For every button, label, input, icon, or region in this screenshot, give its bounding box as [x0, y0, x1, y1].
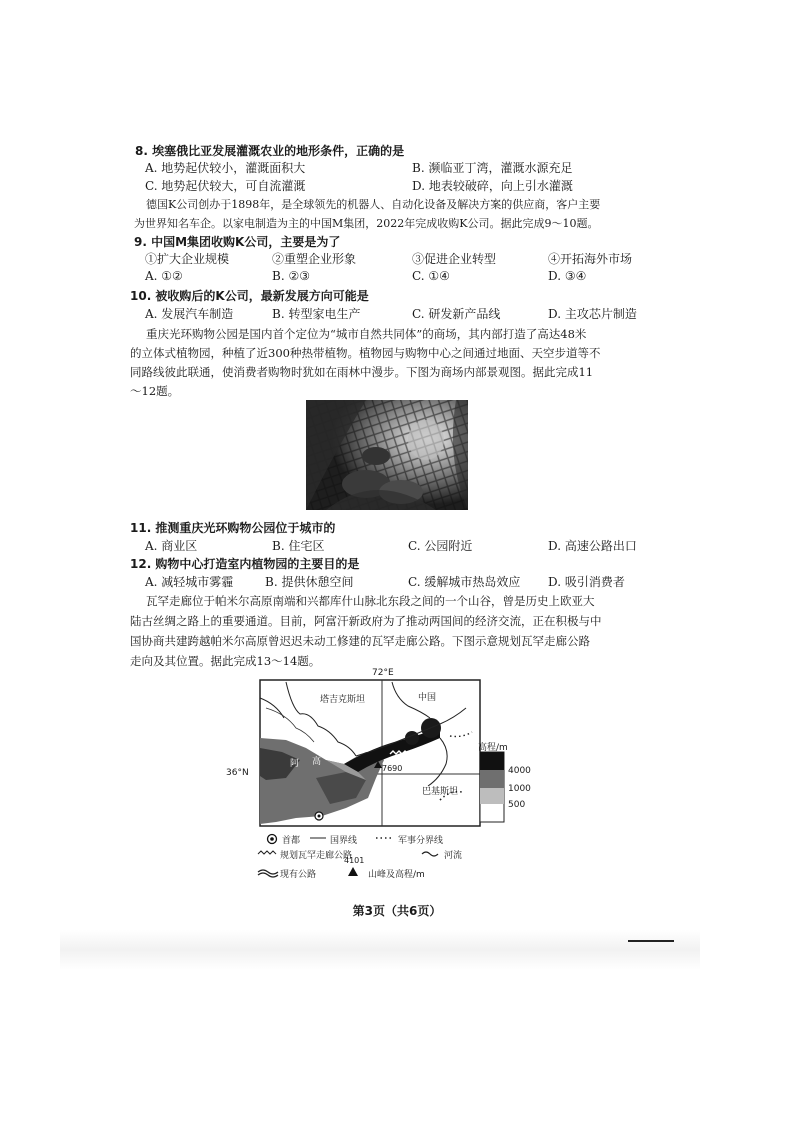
q8-option-c: C. 地势起伏较大，可自流灌溉 [145, 179, 306, 193]
legend-river-label: 河流 [444, 851, 463, 861]
corner-rule [628, 940, 674, 942]
q10-option-d: D. 主攻芯片制造 [548, 307, 637, 321]
q12-option-d: D. 吸引消费者 [548, 575, 625, 589]
q9-stem: 9. 中国M集团收购K公司，主要是为了 [134, 235, 341, 249]
q10-option-a: A. 发展汽车制造 [145, 307, 234, 321]
wakhan-corridor-map [226, 668, 546, 884]
q8-option-b: B. 濒临亚丁湾，灌溉水源充足 [412, 161, 573, 175]
map-latitude-label: 36°N [226, 768, 249, 778]
q10-stem: 10. 被收购后的K公司，最新发展方向可能是 [130, 289, 369, 303]
legend-elevation-1000: 1000 [508, 784, 531, 794]
passage1-line2: 为世界知名车企。以家电制造为主的中国M集团，2022年完成收购K公司。据此完成9～10题。 [134, 217, 599, 230]
map-longitude-label: 72°E [372, 668, 394, 678]
q12-option-c: C. 缓解城市热岛效应 [408, 575, 521, 589]
legend-capital-label: 首都 [282, 836, 301, 846]
q12-option-b: B. 提供休憩空间 [265, 575, 354, 589]
q9-option-a: A. ①② [145, 269, 183, 283]
legend-road-label: 现有公路 [280, 870, 317, 880]
map-label-china: 中国 [418, 693, 437, 703]
map-peak-elevation: 7690 [382, 764, 403, 773]
q8-stem: 8. 埃塞俄比亚发展灌溉农业的地形条件，正确的是 [135, 144, 405, 158]
q11-option-d: D. 高速公路出口 [548, 539, 637, 553]
q12-stem: 12. 购物中心打造室内植物园的主要目的是 [130, 557, 360, 571]
q9-option-b: B. ②③ [272, 269, 310, 283]
legend-elevation-4000: 4000 [508, 766, 531, 776]
legend-elevation-title: 高程/m [478, 743, 508, 753]
page-number: 第3页（共6页） [352, 904, 442, 918]
q9-item-4: ④开拓海外市场 [548, 252, 633, 266]
passage3-line2: 陆古丝绸之路上的重要通道。目前，阿富汗新政府为了推动两国间的经济交流，正在积极与中 [130, 614, 602, 628]
q10-option-c: C. 研发新产品线 [412, 307, 501, 321]
passage2-line1: 重庆光环购物公园是国内首个定位为“城市自然共同体”的商场，其内部打造了高达48米 [146, 327, 587, 341]
mall-interior-photo [306, 400, 468, 510]
q9-item-3: ③促进企业转型 [412, 252, 497, 266]
legend-planned-road-label: 规划瓦罕走廊公路 [280, 851, 353, 861]
q11-option-c: C. 公园附近 [408, 539, 473, 553]
legend-military-label: 军事分界线 [398, 836, 444, 846]
passage1-line1: 德国K公司创办于1898年，是全球领先的机器人、自动化设备及解决方案的供应商，客户主要 [146, 198, 601, 211]
q9-item-1: ①扩大企业规模 [145, 252, 230, 266]
q8-option-d: D. 地表较破碎，向上引水灌溉 [412, 179, 573, 193]
q10-option-b: B. 转型家电生产 [272, 307, 361, 321]
q9-option-c: C. ①④ [412, 269, 450, 283]
q12-option-a: A. 减轻城市雾霾 [145, 575, 234, 589]
legend-border-label: 国界线 [330, 836, 358, 846]
q9-option-d: D. ③④ [548, 269, 587, 283]
q11-option-b: B. 住宅区 [272, 539, 325, 553]
map-label-tajikistan: 塔吉克斯坦 [320, 695, 366, 705]
passage3-line3: 国协商共建跨越帕米尔高原曾迟迟未动工修建的瓦罕走廊公路。下图示意规划瓦罕走廊公路 [130, 634, 590, 648]
q11-stem: 11. 推测重庆光环购物公园位于城市的 [130, 521, 336, 535]
q9-item-2: ②重塑企业形象 [272, 252, 357, 266]
passage2-line4: ～12题。 [130, 384, 180, 398]
legend-elevation-500: 500 [508, 800, 526, 810]
q11-option-a: A. 商业区 [145, 539, 198, 553]
q8-option-a: A. 地势起伏较小，灌溉面积大 [145, 161, 306, 175]
passage2-line2: 的立体式植物园，种植了近300种热带植物。植物园与购物中心之间通过地面、天空步道等不 [130, 346, 601, 360]
legend-peak-elevation: 4101 [344, 856, 365, 865]
passage3-line4: 走向及其位置。据此完成13～14题。 [130, 654, 321, 668]
passage2-line3: 同路线彼此联通，使消费者购物时犹如在雨林中漫步。下图为商场内部景观图。据此完成11 [130, 365, 594, 379]
legend-peak-label: 山峰及高程/m [368, 870, 425, 880]
passage3-line1: 瓦罕走廊位于帕米尔高原南端和兴都库什山脉北东段之间的一个山谷，曾是历史上欧亚大 [146, 594, 595, 608]
map-label-afghanistan: 阿 [290, 759, 300, 769]
map-label-pakistan: 巴基斯坦 [422, 787, 459, 797]
scan-shadow [60, 930, 700, 970]
map-label-gao: 高 [312, 757, 322, 767]
